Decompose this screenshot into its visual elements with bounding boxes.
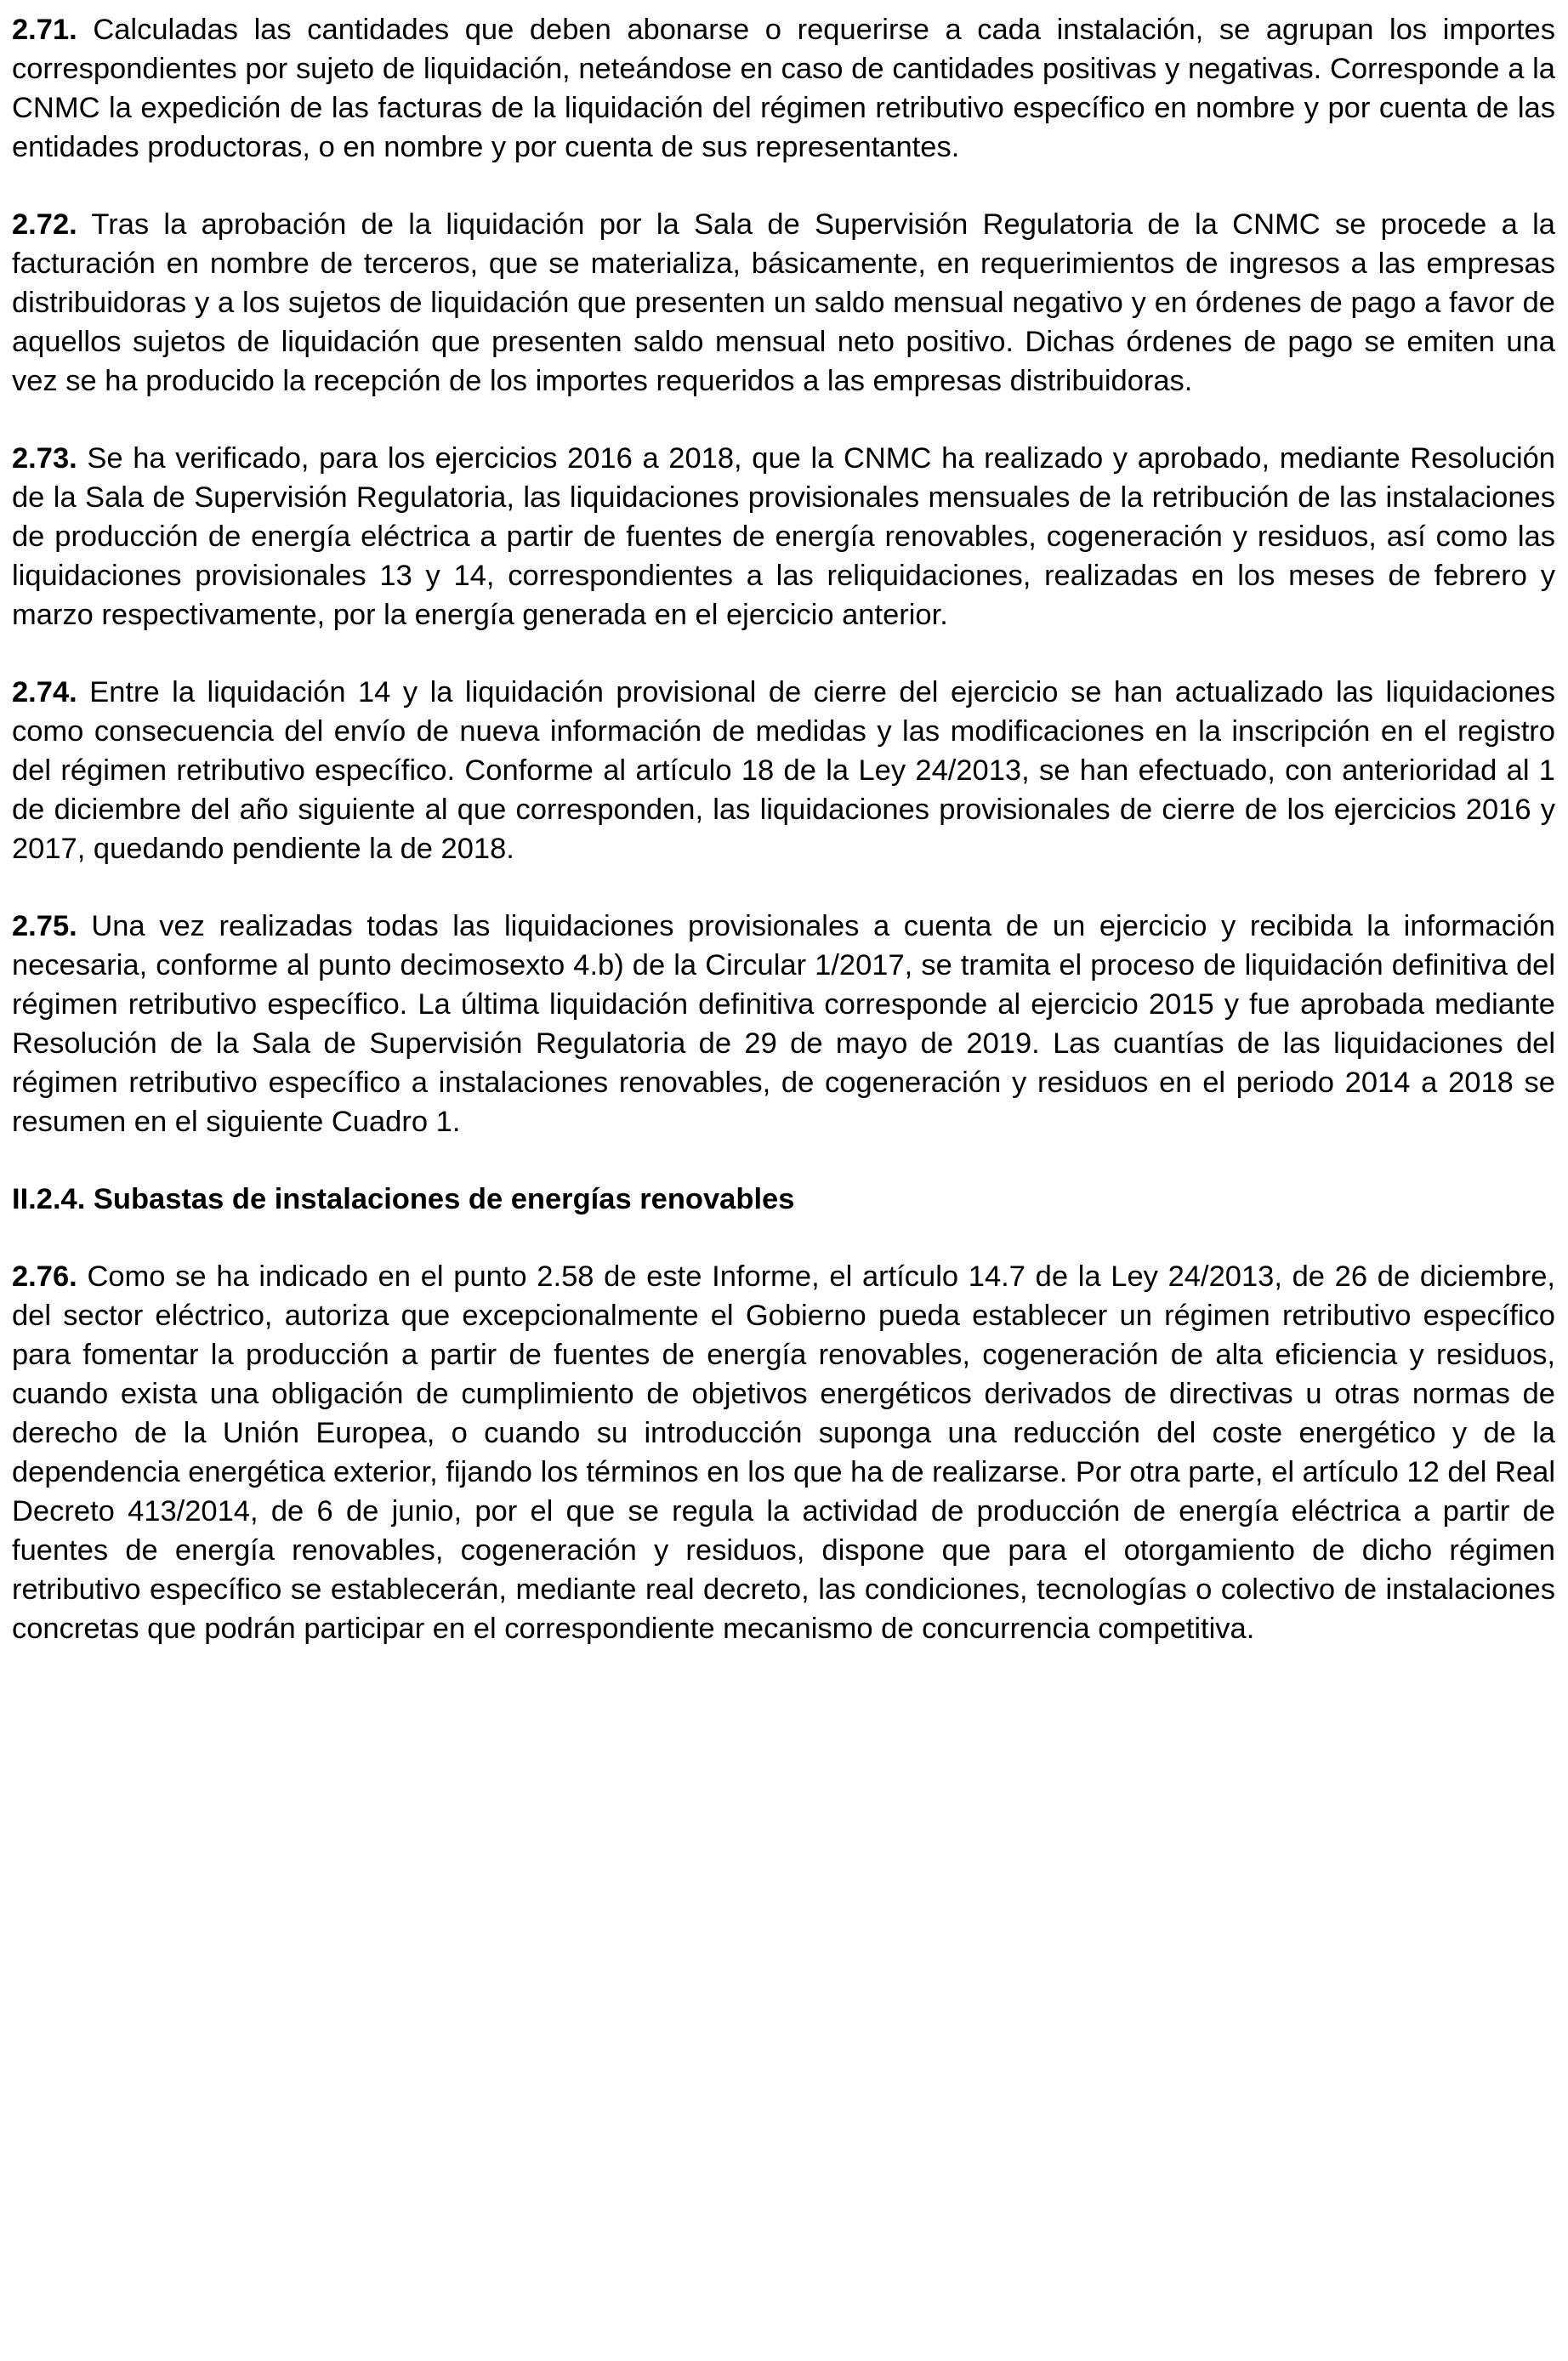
paragraph-2-73 [12, 439, 1555, 634]
paragraph-number: 2.75. [12, 910, 77, 942]
paragraph-number: 2.74. [12, 676, 77, 708]
paragraph-number: 2.76. [12, 1260, 77, 1293]
paragraph-number: 2.71. [12, 14, 77, 46]
paragraph-text: Calculadas las cantidades que deben abonarse o requerirse a cada instalación, se agrupan los importes correspondientes por sujeto de liquidación, neteándose en caso de cantidades positivas y negativas. Corresponde a la CNMC la expedición de las facturas de la liquidación del régimen retributivo específico en nombre y por cuenta de las entidades productoras, o en nombre y por cuenta de sus representantes. [12, 14, 1555, 163]
paragraph-2-74 [12, 673, 1555, 868]
section-heading: II.2.4. Subastas de instalaciones de energías renovables [12, 1183, 795, 1215]
paragraph-2-75 [12, 907, 1555, 1141]
document-page [12, 10, 1555, 1687]
paragraph-2-71 [12, 10, 1555, 167]
paragraph-text: Entre la liquidación 14 y la liquidación provisional de cierre del ejercicio se han actualizado las liquidaciones como consecuencia del envío de nueva información de medidas y las modificaciones en la inscripción en el registro del régimen retributivo específico. Conforme al artículo 18 de la Ley 24/2013, se han efectuado, con anterioridad al 1 de diciembre del año siguiente al que corresponden, las liquidaciones provisionales de cierre de los ejercicios 2016 y 2017, quedando pendiente la de 2018. [12, 676, 1555, 865]
paragraph-text: Como se ha indicado en el punto 2.58 de este Informe, el artículo 14.7 de la Ley 24/2013, de 26 de diciembre, del sector eléctrico, autoriza que excepcionalmente el Gobierno pueda establecer un régimen retributivo específico para fomentar la producción a partir de fuentes de energía renovables, cogeneración de alta eficiencia y residuos, cuando exista una obligación de cumplimiento de objetivos energéticos derivados de directivas u otras normas de derecho de la Unión Europea, o cuando su introducción suponga una reducción del coste energético y de la dependencia energética exterior, fijando los términos en los que ha de realizarse. Por otra parte, el artículo 12 del Real Decreto 413/2014, de 6 de junio, por el que se regula la actividad de producción de energía eléctrica a partir de fuentes de energía renovables, cogeneración y residuos, dispone que para el otorgamiento de dicho régimen retributivo específico se establecerán, mediante real decreto, las condiciones, tecnologías o colectivo de instalaciones concretas que podrán participar en el correspondiente mecanismo de concurrencia competitiva. [12, 1260, 1555, 1645]
paragraph-text: Se ha verificado, para los ejercicios 2016 a 2018, que la CNMC ha realizado y aprobado, mediante Resolución de la Sala de Supervisión Regulatoria, las liquidaciones provisionales mensuales de la retribución de las instalaciones de producción de energía eléctrica a partir de fuentes de energía renovables, cogeneración y residuos, así como las liquidaciones provisionales 13 y 14, correspondientes a las reliquidaciones, realizadas en los meses de febrero y marzo respectivamente, por la energía generada en el ejercicio anterior. [12, 442, 1555, 631]
paragraph-2-72 [12, 205, 1555, 401]
paragraph-text: Tras la aprobación de la liquidación por la Sala de Supervisión Regulatoria de la CNMC se procede a la facturación en nombre de terceros, que se materializa, básicamente, en requerimientos de ingresos a las empresas distribuidoras y a los sujetos de liquidación que presenten un saldo mensual negativo y en órdenes de pago a favor de aquellos sujetos de liquidación que presenten saldo mensual neto positivo. Dichas órdenes de pago se emiten una vez se ha producido la recepción de los importes requeridos a las empresas distribuidoras. [12, 208, 1555, 397]
paragraph-number: 2.72. [12, 208, 77, 241]
paragraph-text: Una vez realizadas todas las liquidaciones provisionales a cuenta de un ejercicio y recibida la información necesaria, conforme al punto decimosexto 4.b) de la Circular 1/2017, se tramita el proceso de liquidación definitiva del régimen retributivo específico. La última liquidación definitiva corresponde al ejercicio 2015 y fue aprobada mediante Resolución de la Sala de Supervisión Regulatoria de 29 de mayo de 2019. Las cuantías de las liquidaciones del régimen retributivo específico a instalaciones renovables, de cogeneración y residuos en el periodo 2014 a 2018 se resumen en el siguiente Cuadro 1. [12, 910, 1555, 1138]
paragraph-2-76 [12, 1257, 1555, 1648]
paragraph-number: 2.73. [12, 442, 77, 475]
